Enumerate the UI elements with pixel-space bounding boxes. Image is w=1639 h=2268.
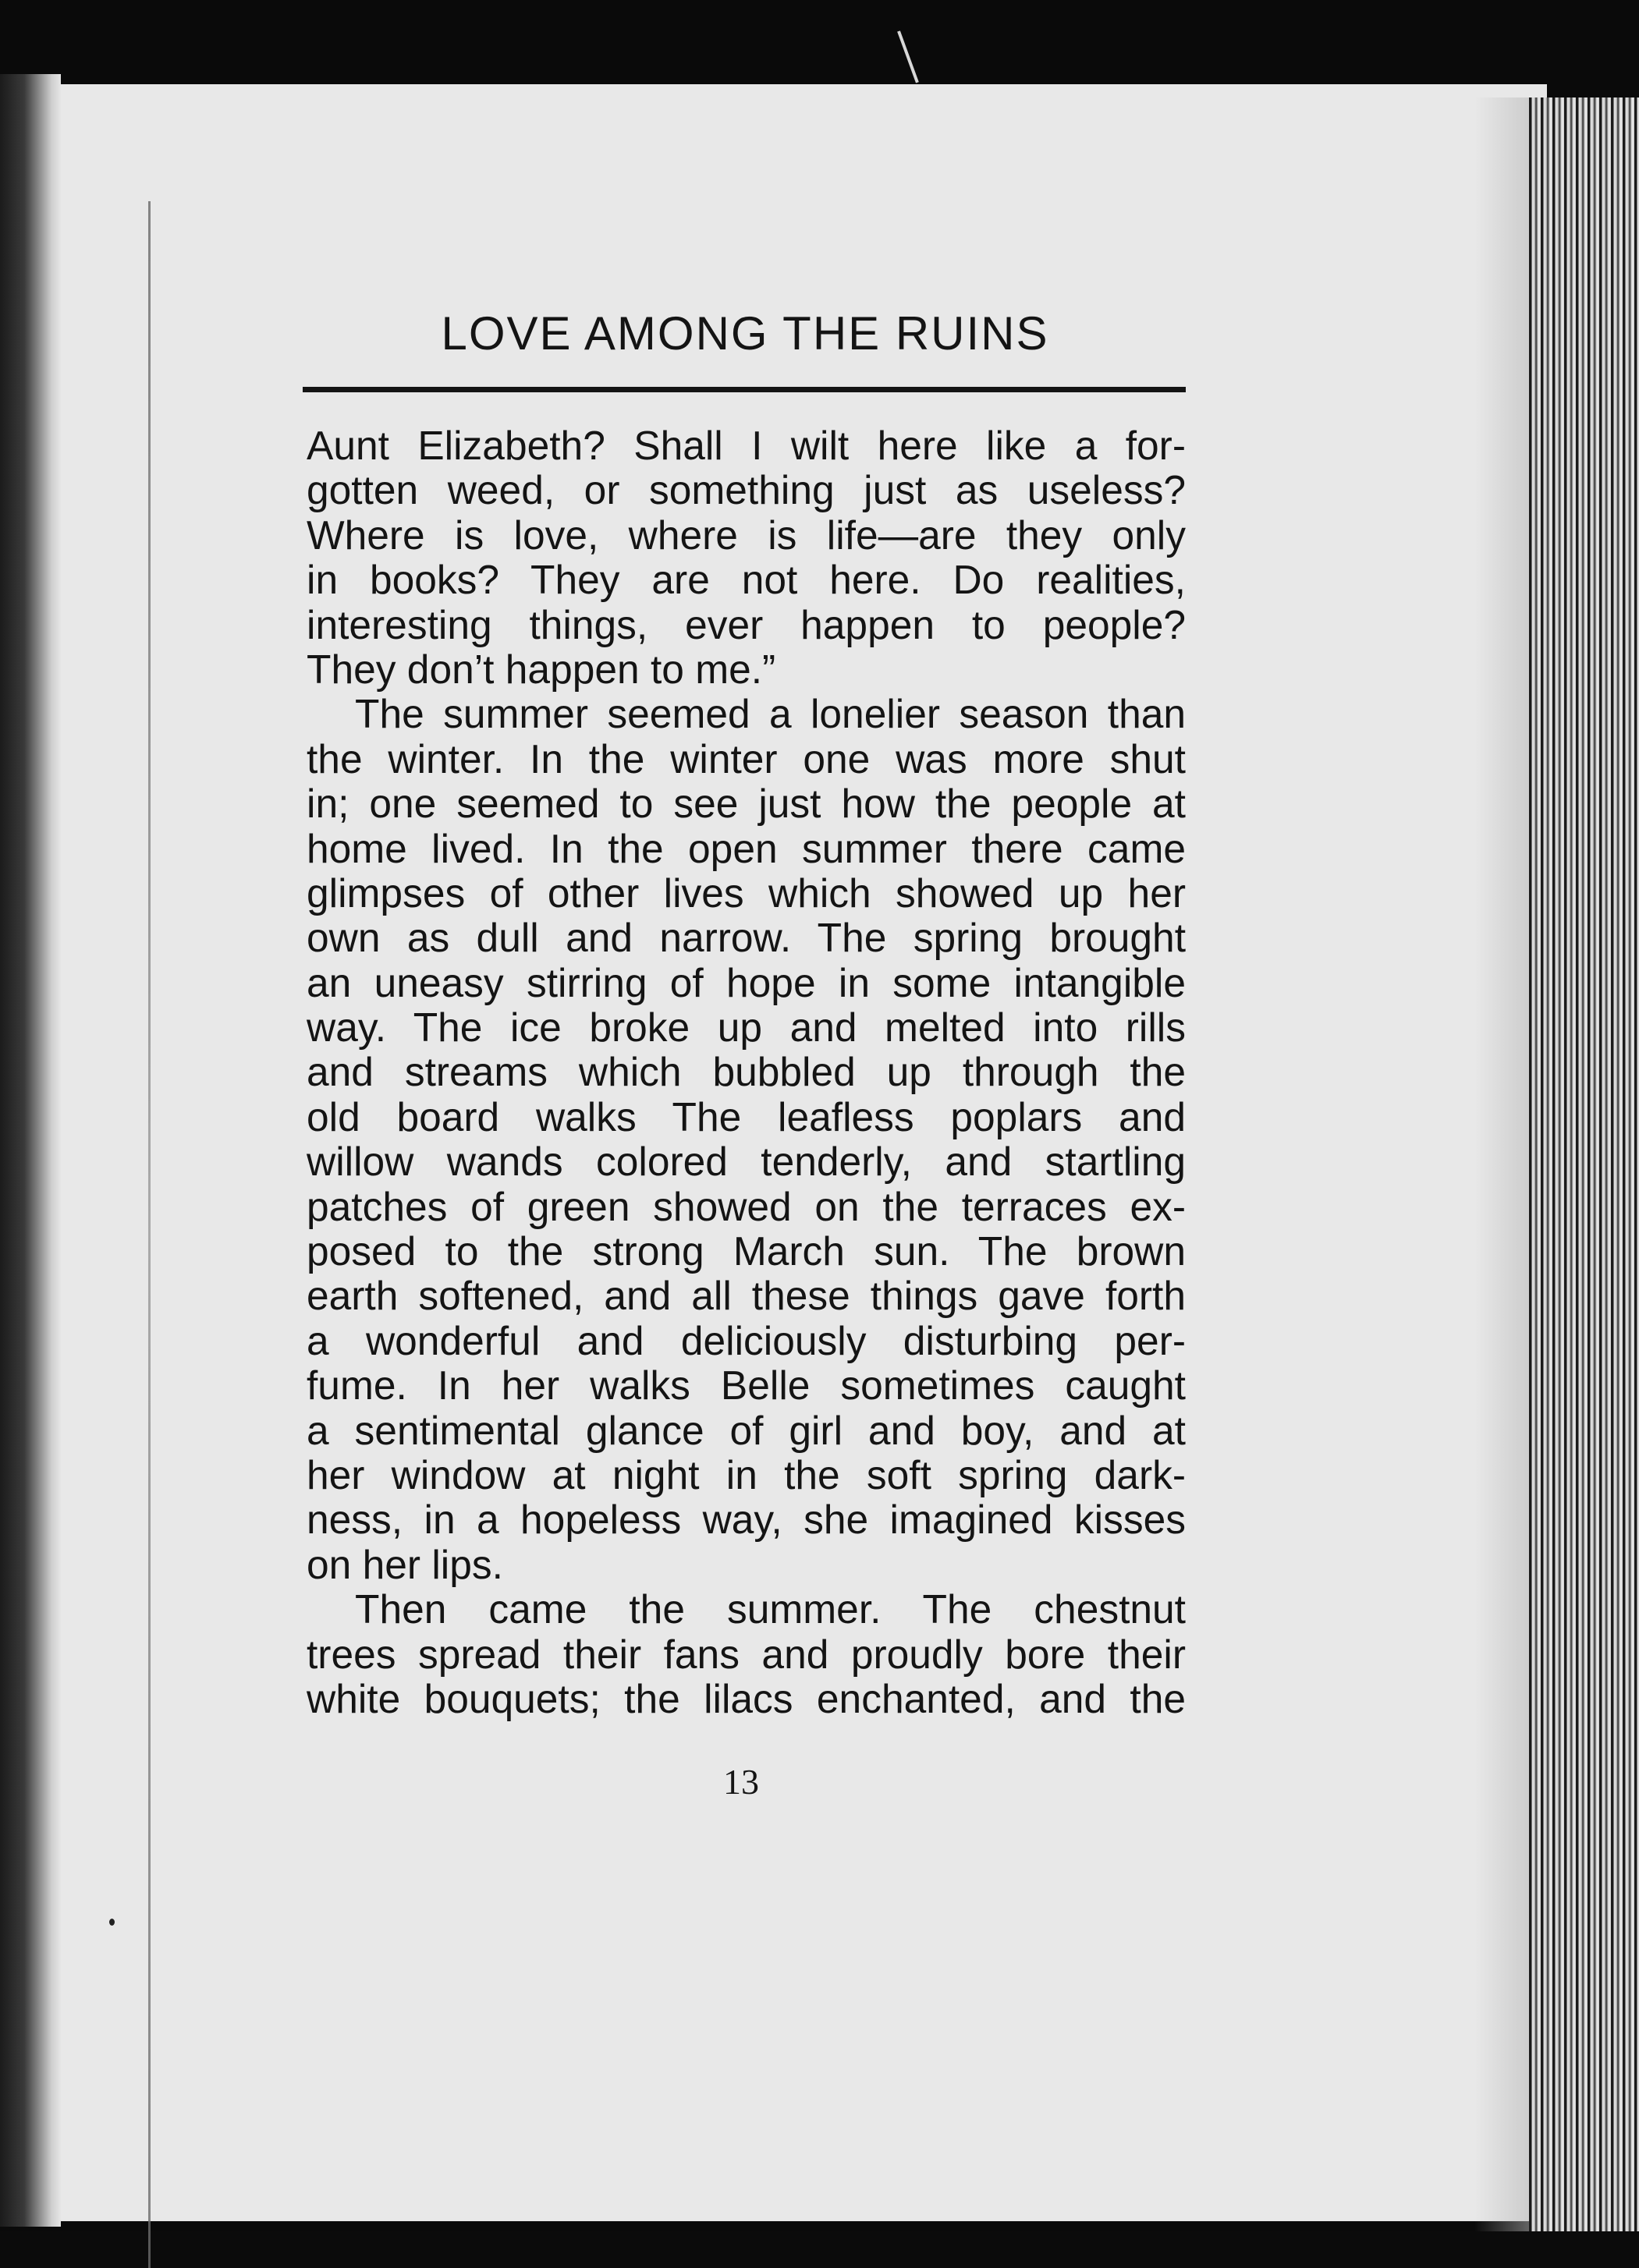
page-block-edge [1529, 97, 1639, 2231]
text-line: old board walks The leafless poplars and [307, 1093, 1186, 1139]
text-line: earth softened, and all these things gave forth [307, 1273, 1186, 1319]
gutter-line [148, 201, 151, 2268]
text-line: Where is love, where is life—are they only [307, 512, 1186, 558]
text-line: own as dull and narrow. The spring brought [307, 915, 1186, 961]
page-edge-shadow [1474, 97, 1537, 2231]
text-line: the winter. In the winter one was more shut [307, 735, 1186, 781]
text-line: The summer seemed a lonelier season than [355, 691, 1186, 737]
running-head: LOVE AMONG THE RUINS [441, 307, 1049, 360]
page-number: 13 [723, 1762, 759, 1802]
text-line: interesting things, ever happen to people? [307, 601, 1186, 647]
text-line: Aunt Elizabeth? Shall I wilt here like a for- [307, 423, 1186, 468]
text-line: willow wands colored tenderly, and startling [307, 1139, 1186, 1185]
dust-speck [109, 1919, 115, 1926]
text-line: and streams which bubbled up through the [307, 1049, 1186, 1095]
text-line: a sentimental glance of girl and boy, and at [307, 1407, 1186, 1453]
left-page-edge [0, 74, 61, 2227]
text-line: on her lips. [307, 1541, 503, 1587]
text-line: trees spread their fans and proudly bore their [307, 1631, 1186, 1677]
text-line: an uneasy stirring of hope in some intangible [307, 959, 1186, 1005]
text-line: her window at night in the soft spring dark- [307, 1451, 1186, 1497]
text-line: way. The ice broke up and melted into rills [307, 1005, 1186, 1051]
text-line: patches of green showed on the terraces ex- [307, 1183, 1186, 1229]
text-line: ness, in a hopeless way, she imagined kisses [307, 1497, 1186, 1543]
header-rule [303, 387, 1186, 392]
text-line: in books? They are not here. Do realities, [307, 557, 1186, 603]
text-line: They don’t happen to me.” [307, 646, 776, 692]
text-line: in; one seemed to see just how the people at [307, 781, 1186, 827]
text-line: glimpses of other lives which showed up her [307, 870, 1186, 916]
text-line: home lived. In the open summer there came [307, 825, 1186, 871]
text-line: a wonderful and deliciously disturbing per- [307, 1317, 1186, 1363]
text-line: gotten weed, or something just as useless? [307, 467, 1186, 513]
text-line: fume. In her walks Belle sometimes caught [307, 1363, 1186, 1409]
text-line: Then came the summer. The chestnut [355, 1586, 1186, 1632]
body-text [307, 423, 1186, 1721]
text-line: posed to the strong March sun. The brown [307, 1228, 1186, 1274]
text-line: white bouquets; the lilacs enchanted, and the [307, 1675, 1186, 1721]
